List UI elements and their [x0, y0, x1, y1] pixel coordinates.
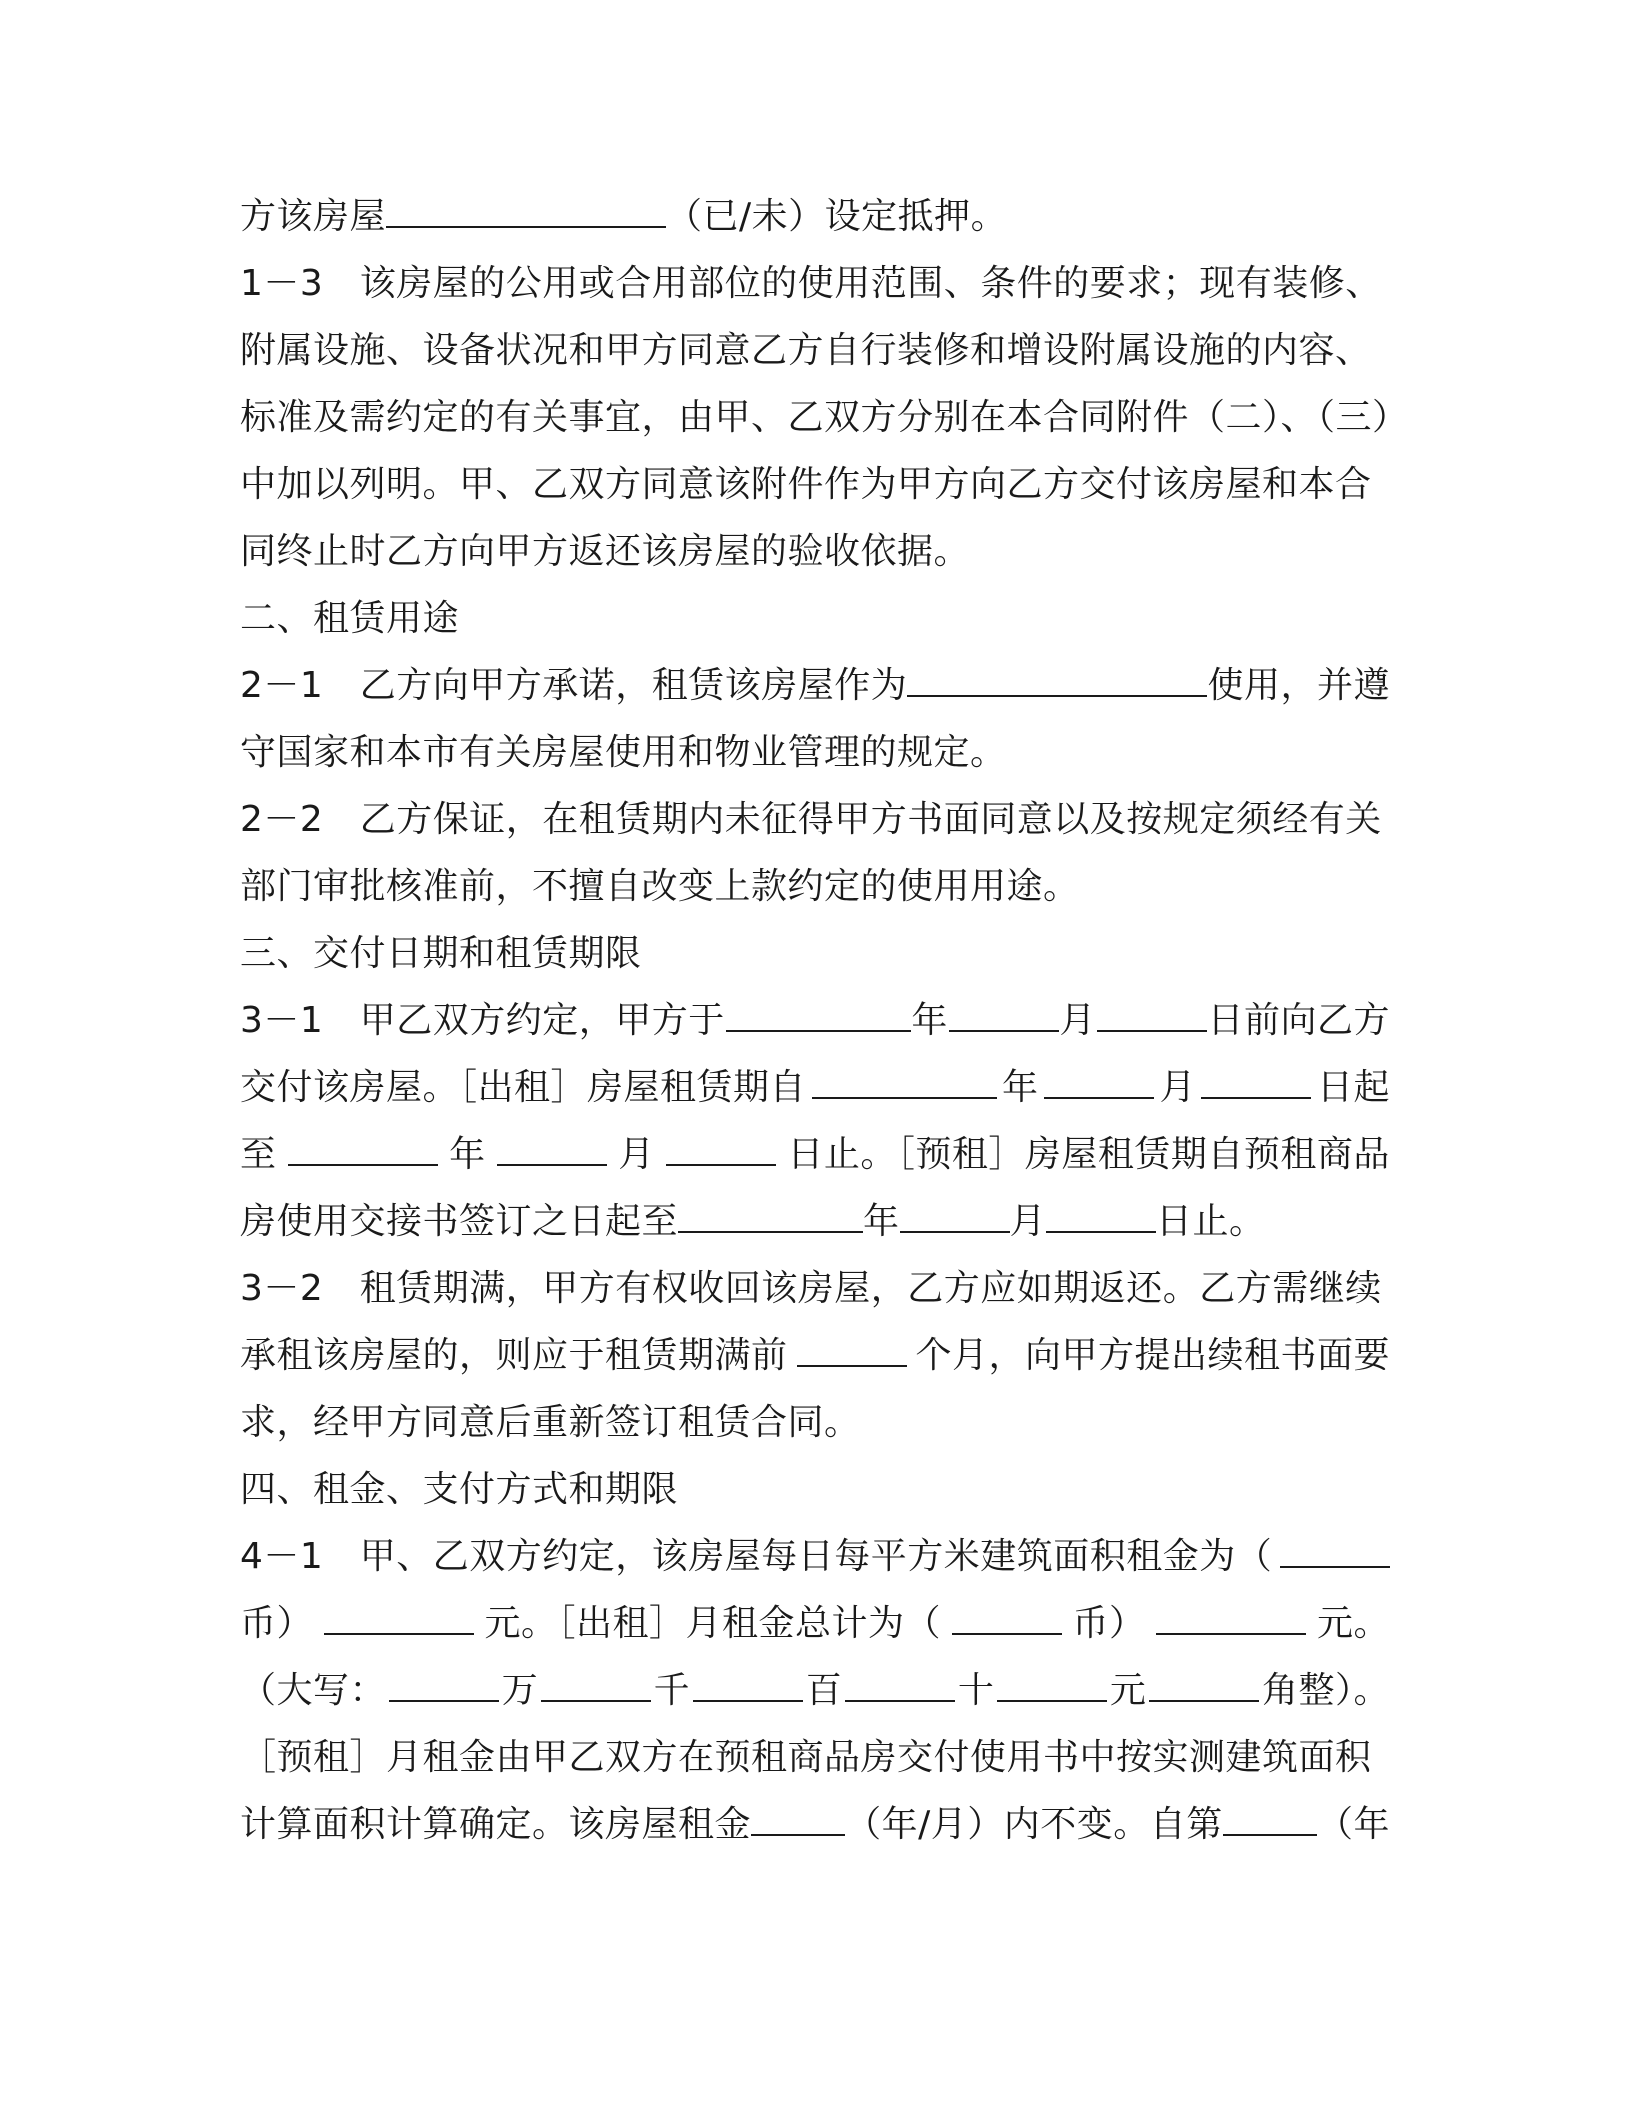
- fill-blank-year[interactable]: [288, 1126, 438, 1166]
- fill-blank-day[interactable]: [666, 1126, 776, 1166]
- text-segment: （已/未）设定抵押。: [666, 196, 1008, 237]
- fill-blank-year[interactable]: [726, 992, 911, 1032]
- text-segment: 同终止时乙方向甲方返还该房屋的验收依据。: [240, 531, 971, 572]
- text-line-18: [240, 1322, 1390, 1389]
- text-line-9: [240, 719, 1390, 786]
- text-line-10: [240, 786, 1390, 853]
- text-segment: （年/月）内不变。自第: [845, 1804, 1223, 1845]
- text-segment: 日起: [1316, 1067, 1390, 1108]
- fill-blank-mortgage[interactable]: [386, 188, 666, 228]
- text-segment: 年: [1001, 1067, 1039, 1108]
- text-segment: 2－1 乙方向甲方承诺，租赁该房屋作为: [240, 665, 908, 706]
- text-line-1: [240, 183, 1390, 250]
- text-line-4: [240, 384, 1409, 451]
- text-segment: 月: [618, 1134, 655, 1175]
- text-segment: 元。: [1316, 1603, 1390, 1644]
- text-segment: 3－2 租赁期满，甲方有权收回该房屋，乙方应如期返还。乙方需继续: [240, 1268, 1382, 1309]
- fill-blank-month[interactable]: [900, 1193, 1010, 1233]
- text-segment: 月: [1059, 1000, 1096, 1041]
- fill-blank-daily-rent[interactable]: [324, 1595, 474, 1635]
- text-segment: 求，经甲方同意后重新签订租赁合同。: [240, 1402, 861, 1443]
- text-segment: 附属设施、设备状况和甲方同意乙方自行装修和增设附属设施的内容、: [240, 330, 1372, 371]
- text-segment: 月: [1159, 1067, 1196, 1108]
- text-line-16: [240, 1188, 1390, 1255]
- fill-blank-currency[interactable]: [952, 1595, 1062, 1635]
- text-segment: 角整）。: [1261, 1670, 1390, 1711]
- text-segment: 计算面积计算确定。该房屋租金: [240, 1804, 752, 1845]
- text-segment: 部门审批核准前，不擅自改变上款约定的使用用途。: [240, 866, 1080, 907]
- section-heading-4: [240, 1456, 1390, 1523]
- text-segment: 币）: [1072, 1603, 1146, 1644]
- section-title: 二、租赁用途: [240, 598, 460, 639]
- fill-blank-year[interactable]: [812, 1059, 997, 1099]
- text-segment: 个月，向甲方提出续租书面要: [915, 1335, 1390, 1376]
- contract-page: [240, 183, 1409, 1858]
- text-segment: 使用，并遵: [1207, 665, 1390, 706]
- text-segment: 中加以列明。甲、乙双方同意该附件作为甲方向乙方交付该房屋和本合: [240, 464, 1372, 505]
- text-line-22: [240, 1590, 1390, 1657]
- fill-blank-year[interactable]: [678, 1193, 863, 1233]
- fill-blank-jiao[interactable]: [1149, 1662, 1259, 1702]
- section-title: 三、交付日期和租赁期限: [240, 933, 642, 974]
- fill-blank-day[interactable]: [1046, 1193, 1156, 1233]
- text-segment: 3－1 甲乙双方约定，甲方于: [240, 1000, 725, 1041]
- text-line-25: [240, 1791, 1390, 1858]
- text-segment: 4－1 甲、乙双方约定，该房屋每日每平方米建筑面积租金为（: [240, 1536, 1273, 1577]
- text-line-23: [240, 1657, 1390, 1724]
- fill-blank-currency[interactable]: [1280, 1528, 1390, 1568]
- fill-blank-yuan[interactable]: [997, 1662, 1107, 1702]
- text-line-8: [240, 652, 1390, 719]
- text-segment: 万: [501, 1670, 539, 1711]
- text-segment: 1－3 该房屋的公用或合用部位的使用范围、条件的要求；现有装修、: [240, 263, 1382, 304]
- section-heading-2: [240, 585, 1390, 652]
- text-segment: （年: [1316, 1804, 1390, 1845]
- text-segment: （大写：: [240, 1670, 387, 1711]
- fill-blank-day[interactable]: [1097, 992, 1207, 1032]
- text-line-21: [240, 1523, 1390, 1590]
- text-line-13: [240, 987, 1390, 1054]
- fill-blank-monthly-rent[interactable]: [1156, 1595, 1306, 1635]
- fill-blank-month[interactable]: [1044, 1059, 1154, 1099]
- text-segment: 百: [805, 1670, 843, 1711]
- text-line-3: [240, 317, 1390, 384]
- text-segment: 币）: [240, 1603, 314, 1644]
- text-line-19: [240, 1389, 1390, 1456]
- text-segment: 交付该房屋。［出租］房屋租赁期自: [240, 1067, 807, 1108]
- text-line-2: [240, 250, 1390, 317]
- text-segment: 方该房屋: [240, 196, 387, 237]
- text-segment: 标准及需约定的有关事宜，由甲、乙双方分别在本合同附件（二）、（三）: [240, 397, 1409, 438]
- text-segment: 至: [240, 1134, 277, 1175]
- fill-blank-month[interactable]: [497, 1126, 607, 1166]
- text-line-11: [240, 853, 1390, 920]
- text-segment: 承租该房屋的，则应于租赁期满前: [240, 1335, 788, 1376]
- fill-blank-months[interactable]: [797, 1327, 907, 1367]
- fill-blank-bai[interactable]: [693, 1662, 803, 1702]
- text-line-5: [240, 451, 1390, 518]
- text-segment: 日前向乙方: [1207, 1000, 1390, 1041]
- fill-blank-rent-period[interactable]: [751, 1796, 845, 1836]
- section-title: 四、租金、支付方式和期限: [240, 1469, 679, 1510]
- text-line-24: [240, 1724, 1390, 1791]
- text-segment: 2－2 乙方保证，在租赁期内未征得甲方书面同意以及按规定须经有关: [240, 799, 1382, 840]
- text-segment: 年: [863, 1201, 900, 1242]
- text-line-15: [240, 1121, 1390, 1188]
- text-segment: 千: [653, 1670, 691, 1711]
- text-segment: 房使用交接书签订之日起至: [240, 1201, 679, 1242]
- text-segment: 十: [957, 1670, 995, 1711]
- fill-blank-day[interactable]: [1201, 1059, 1311, 1099]
- text-segment: 日止。［预租］房屋租赁期自预租商品: [787, 1134, 1390, 1175]
- text-segment: 年: [911, 1000, 948, 1041]
- text-segment: 日止。: [1156, 1201, 1266, 1242]
- fill-blank-month[interactable]: [949, 992, 1059, 1032]
- text-segment: 年: [449, 1134, 486, 1175]
- text-segment: 元: [1109, 1670, 1147, 1711]
- fill-blank-qian[interactable]: [541, 1662, 651, 1702]
- fill-blank-wan[interactable]: [389, 1662, 499, 1702]
- fill-blank-start[interactable]: [1223, 1796, 1317, 1836]
- fill-blank-shi[interactable]: [845, 1662, 955, 1702]
- section-heading-3: [240, 920, 1390, 987]
- text-line-14: [240, 1054, 1390, 1121]
- text-line-17: [240, 1255, 1390, 1322]
- text-segment: ［预租］月租金由甲乙双方在预租商品房交付使用书中按实测建筑面积: [240, 1737, 1372, 1778]
- text-line-6: [240, 518, 1390, 585]
- fill-blank-usage[interactable]: [907, 657, 1207, 697]
- text-segment: 元。［出租］月租金总计为（: [484, 1603, 941, 1644]
- text-segment: 守国家和本市有关房屋使用和物业管理的规定。: [240, 732, 1007, 773]
- text-segment: 月: [1009, 1201, 1047, 1242]
